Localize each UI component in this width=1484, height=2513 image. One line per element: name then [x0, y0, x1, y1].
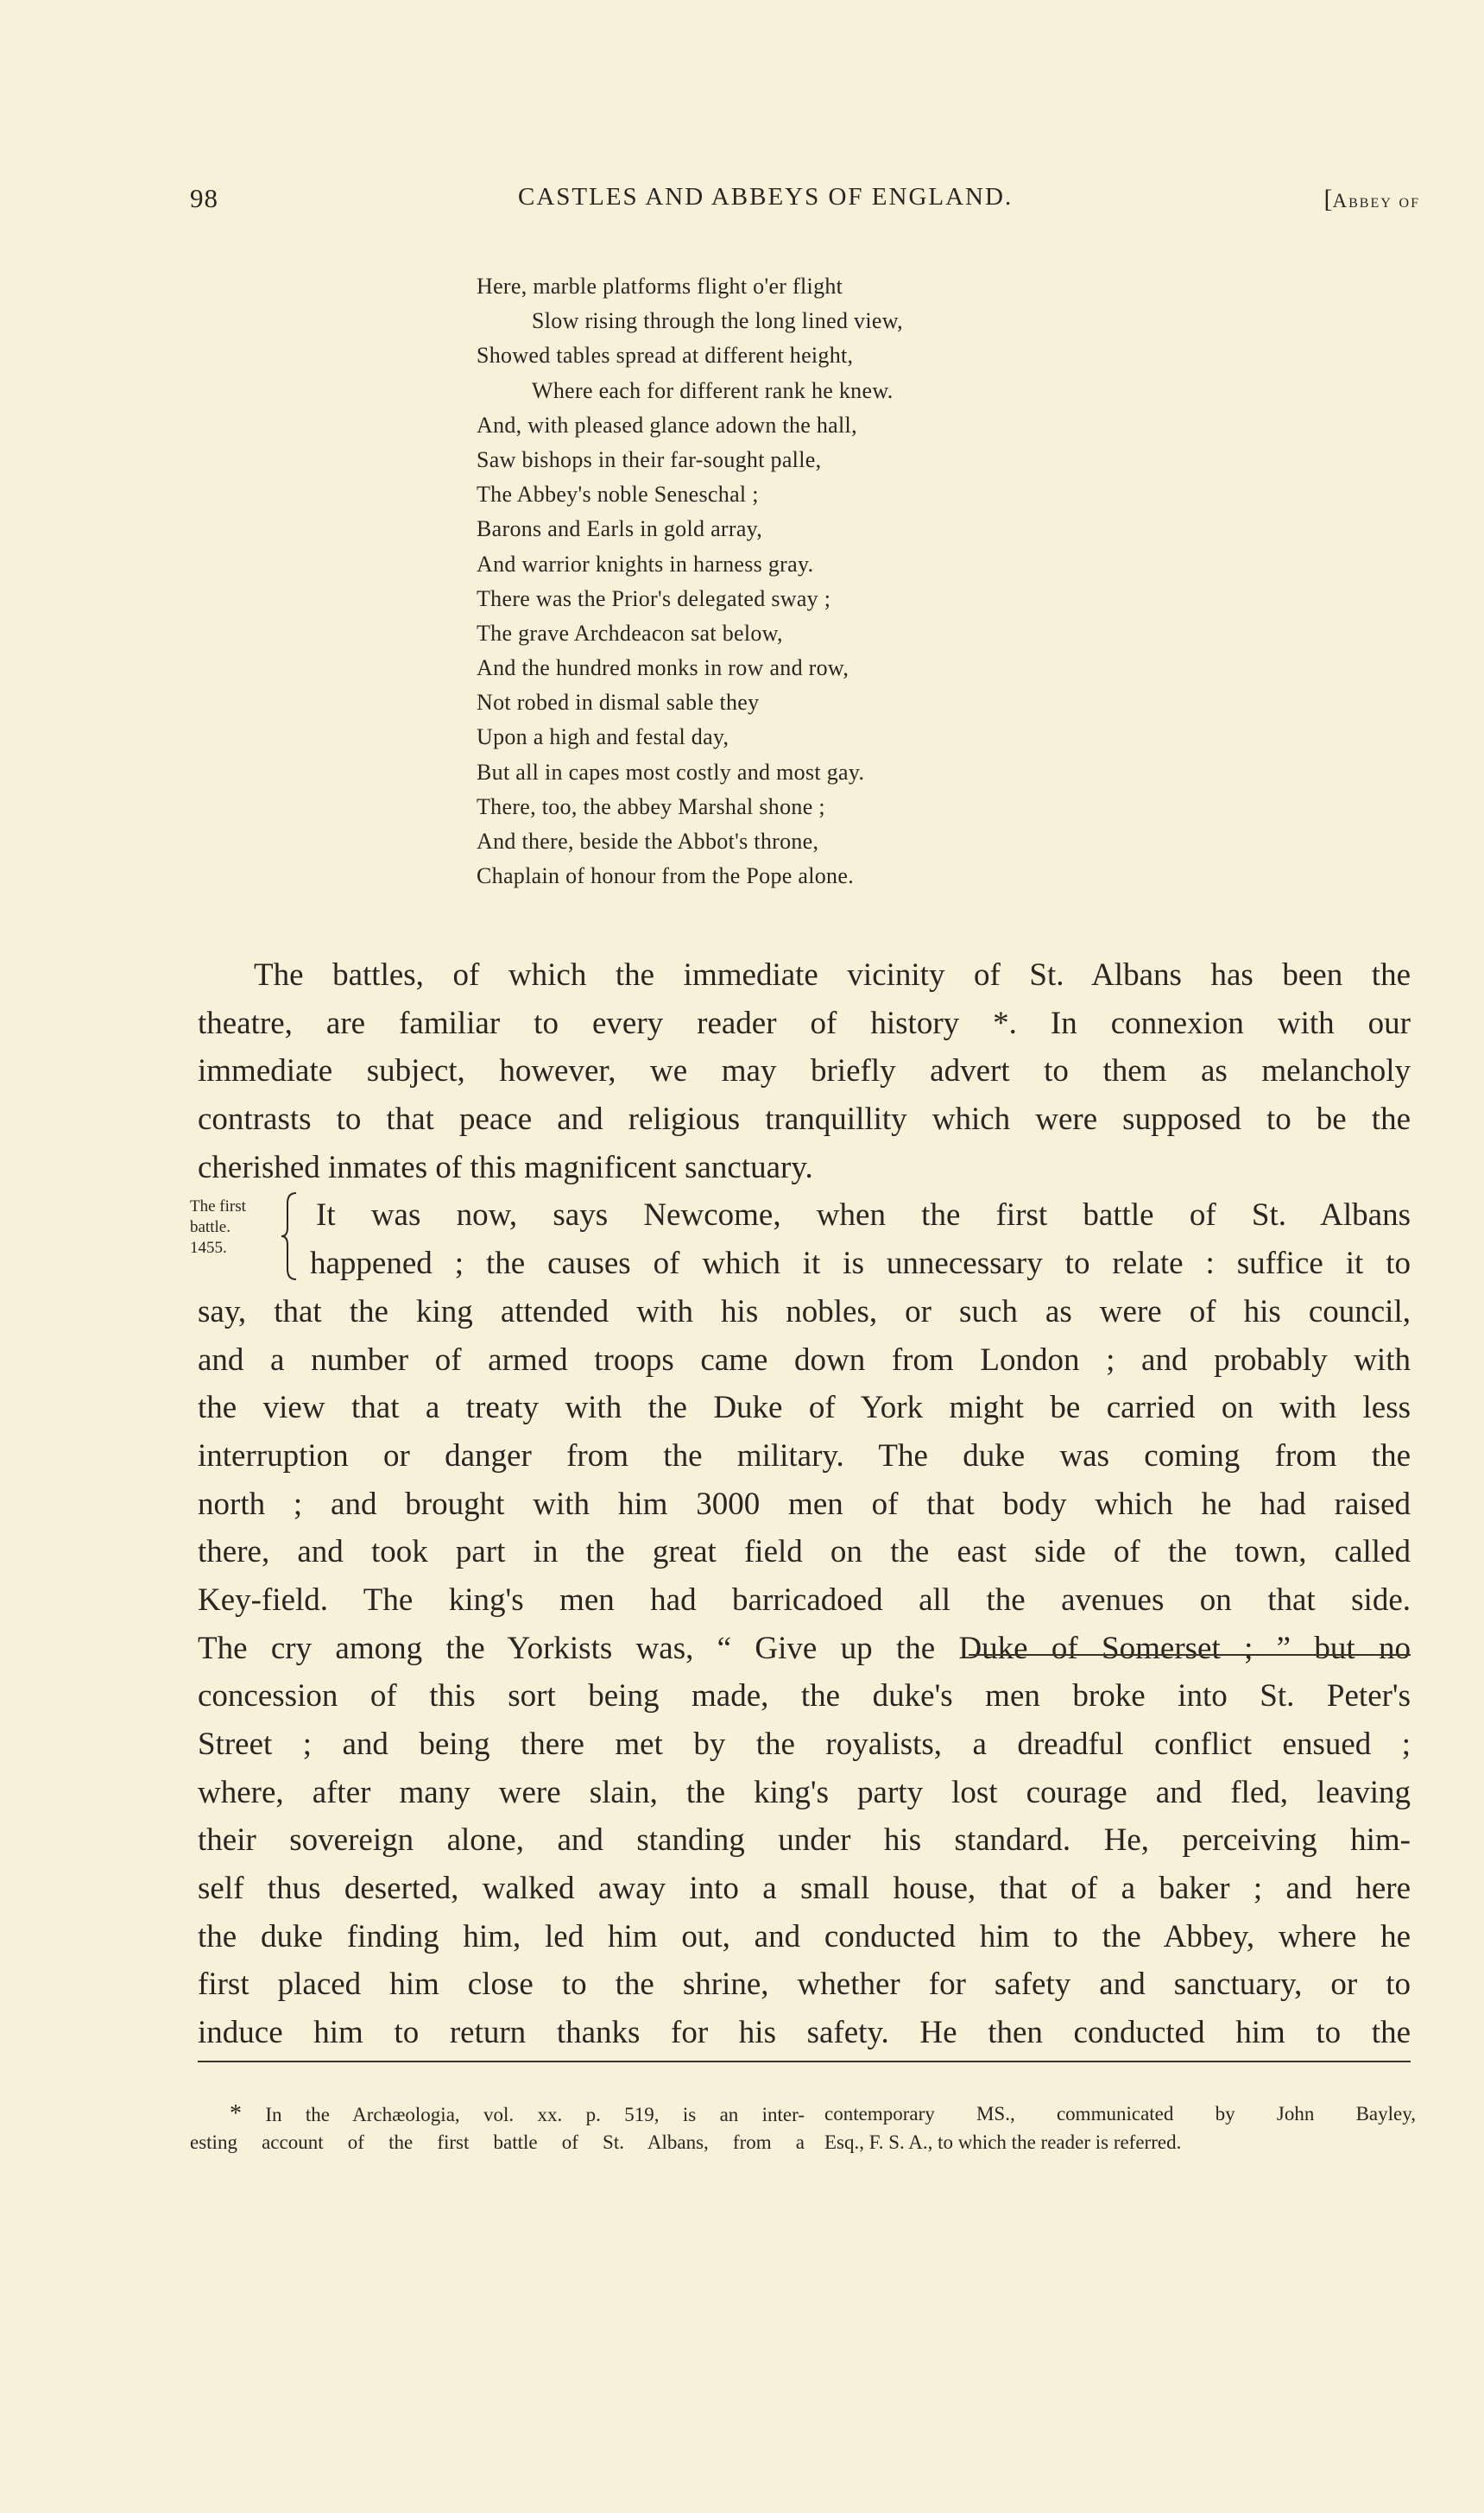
paragraph-line: induce him to return thanks for his safety. He then conducted him to the: [198, 2015, 1411, 2051]
marginal-note-line: battle.: [190, 1218, 230, 1236]
marginal-note-line: 1455.: [190, 1239, 227, 1257]
poem-line: And the hundred monks in row and row,: [477, 655, 849, 681]
poem-line: Showed tables spread at different height,: [477, 343, 854, 369]
poem-line: The grave Archdeacon sat below,: [477, 620, 783, 646]
paragraph-line: interruption or danger from the military. The duke was coming from the: [198, 1437, 1411, 1474]
section-reference: [1324, 185, 1421, 214]
poem-line: Here, marble platforms flight o'er flight: [477, 274, 843, 299]
paragraph-line: It was now, says Newcome, when the first battle of St. Albans: [316, 1197, 1411, 1234]
poem-line: But all in capes most costly and most gay.: [477, 759, 865, 785]
paragraph-line: cherished inmates of this magnificent sanctuary.: [198, 1149, 813, 1185]
body-text: [198, 951, 1411, 2057]
paragraph-line: say, that the king attended with his nobles, or such as were of his council,: [198, 1293, 1411, 1329]
section-bracket: [: [1323, 185, 1333, 213]
marginal-brace: [279, 1190, 303, 1283]
paragraph-line: there, and took part in the great field on the east side of the town, called: [198, 1534, 1411, 1570]
poem-line: Upon a high and festal day,: [477, 724, 729, 750]
paragraph-rule: [969, 1654, 1411, 1656]
paragraph-line: Key-field. The king's men had barricadoed all the avenues on that side.: [198, 1582, 1411, 1618]
poem-line: There, too, the abbey Marshal shone ;: [477, 793, 825, 819]
poem-line: Where each for different rank he knew.: [532, 377, 894, 403]
paragraph-line: immediate subject, however, we may briefly advert to them as melancholy: [198, 1053, 1411, 1089]
poem-line: The Abbey's noble Seneschal ;: [477, 482, 759, 508]
paragraph-line: where, after many were slain, the king's party lost courage and fled, leaving: [198, 1774, 1411, 1810]
section-reference-text: Abbey of: [1332, 190, 1420, 212]
marginal-note: [190, 1197, 285, 1259]
paragraph-line: first placed him close to the shrine, whether for safety and sanctuary, or to: [198, 1967, 1411, 2003]
footnote-line: Esq., F. S. A., to which the reader is referred.: [824, 2131, 1182, 2153]
footnote-column-right: [824, 2099, 1416, 2156]
page-header: [190, 183, 1420, 218]
running-title: CASTLES AND ABBEYS OF ENGLAND.: [518, 183, 1014, 211]
paragraph-line: concession of this sort being made, the duke's men broke into St. Peter's: [198, 1678, 1411, 1714]
paragraph-line: The battles, of which the immediate vicinity of St. Albans has been the: [254, 957, 1411, 993]
poem-line: And there, beside the Abbot's throne,: [477, 829, 819, 854]
footnote-text: In the Archæologia, vol. xx. p. 519, is an inter-: [265, 2104, 805, 2125]
paragraph-line: self thus deserted, walked away into a small house, that of a baker ; and here: [198, 1871, 1411, 1907]
poem-line: Not robed in dismal sable they: [477, 690, 760, 716]
paragraph-line: and a number of armed troops came down from London ; and probably with: [198, 1342, 1411, 1378]
poem-line: And, with pleased glance adown the hall,: [477, 412, 857, 438]
poem-line: Saw bishops in their far-sought palle,: [477, 446, 822, 472]
poem-line: Chaplain of honour from the Pope alone.: [477, 863, 854, 889]
paragraph-line: the view that a treaty with the Duke of York might be carried on with less: [198, 1390, 1411, 1426]
footnote-line: [190, 2099, 805, 2128]
page-number: 98: [190, 183, 218, 213]
poem-quotation: [477, 269, 1081, 893]
footnote-column-left: [190, 2099, 805, 2156]
paragraph-line: The cry among the Yorkists was, “ Give up the Duke of Somerset ; ” but no: [198, 1630, 1411, 1666]
poem-line: Barons and Earls in gold array,: [477, 516, 763, 542]
paragraph-line: north ; and brought with him 3000 men of that body which he had raised: [198, 1486, 1411, 1522]
footnote-marker: *: [230, 2100, 242, 2127]
footnote-line: contemporary MS., communicated by John Bayley,: [824, 2103, 1416, 2125]
poem-line: And warrior knights in harness gray.: [477, 551, 814, 577]
marginal-note-line: The first: [190, 1197, 246, 1215]
poem-line: There was the Prior's delegated sway ;: [477, 585, 831, 611]
paragraph-line: theatre, are familiar to every reader of history *. In connexion with our: [198, 1005, 1411, 1041]
paragraph-line: happened ; the causes of which it is unnecessary to relate : suffice it to: [310, 1246, 1411, 1282]
paragraph-line: the duke finding him, led him out, and conducted him to the Abbey, where he: [198, 1918, 1411, 1954]
paragraph-line: their sovereign alone, and standing under his standard. He, perceiving him-: [198, 1822, 1411, 1859]
footnote-line: esting account of the first battle of St. Albans, from a: [190, 2131, 805, 2153]
footnote-separator: [198, 2061, 1411, 2062]
poem-line: Slow rising through the long lined view,: [532, 308, 903, 334]
paragraph-line: Street ; and being there met by the royalists, a dreadful conflict ensued ;: [198, 1727, 1411, 1762]
paragraph-line: contrasts to that peace and religious tranquillity which were supposed to be the: [198, 1102, 1411, 1138]
